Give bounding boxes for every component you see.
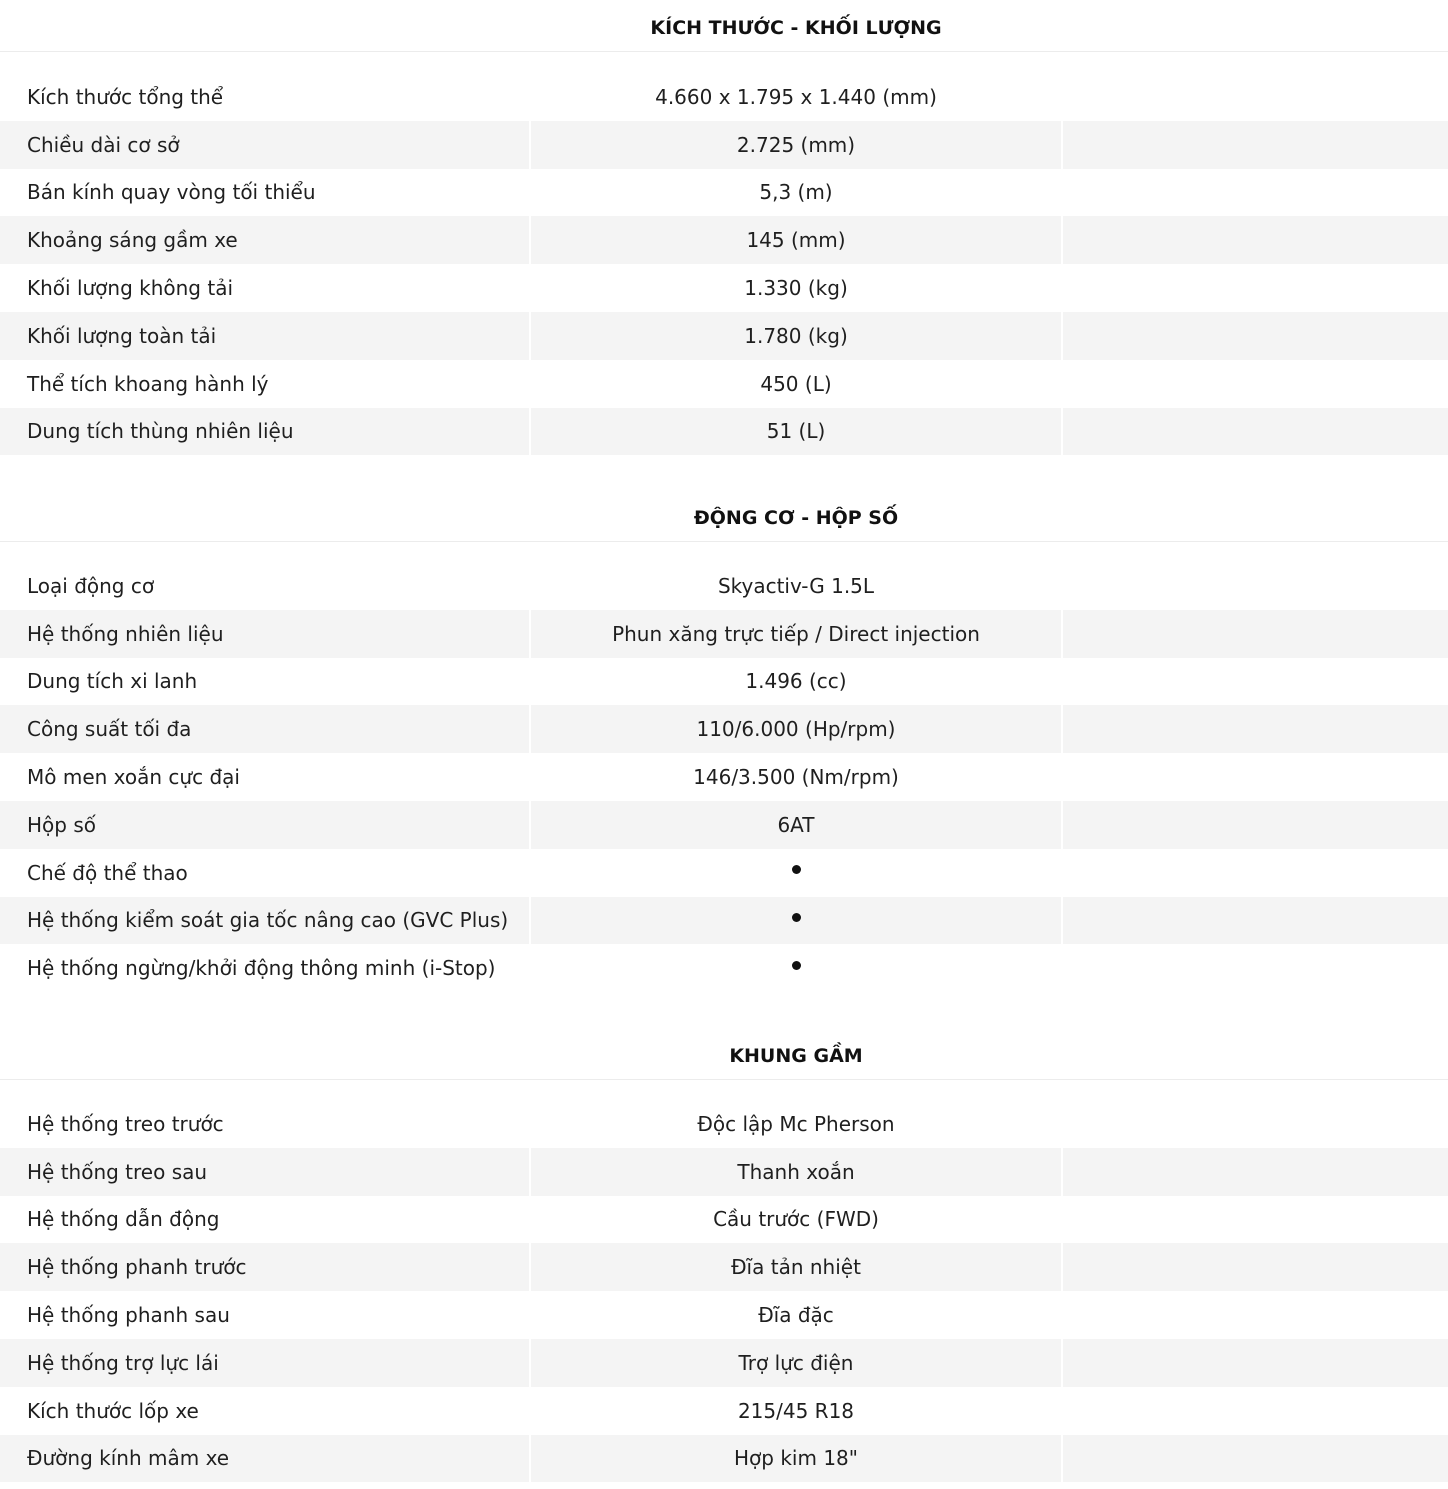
table-row (0, 73, 1448, 121)
row-value: Thanh xoắn (531, 1148, 1061, 1196)
row-empty-cell (1063, 1435, 1448, 1483)
row-label: Dung tích xi lanh (27, 669, 198, 694)
row-empty-cell (1063, 121, 1448, 169)
row-label: Hệ thống ngừng/khởi động thông minh (i-Stop) (27, 956, 496, 981)
bullet-dot-icon (792, 913, 801, 922)
row-value (531, 849, 1061, 897)
row-label: Hệ thống trợ lực lái (0, 1339, 529, 1387)
row-value: Độc lập Mc Pherson (697, 1111, 895, 1136)
row-label: Chế độ thể thao (27, 860, 188, 885)
table-row (0, 216, 1448, 264)
table-row (0, 562, 1448, 610)
spec-table (0, 1100, 1448, 1482)
row-empty-cell (1063, 610, 1448, 658)
table-row (0, 1148, 1448, 1196)
table-row (0, 1100, 1448, 1148)
row-empty-cell (1063, 312, 1448, 360)
row-label: Mô men xoắn cực đại (27, 765, 240, 790)
row-label: Hệ thống nhiên liệu (0, 610, 529, 658)
row-empty-cell (1063, 408, 1448, 456)
row-empty-cell (1063, 169, 1448, 217)
row-label: Dung tích thùng nhiên liệu (0, 408, 529, 456)
row-empty-cell (1063, 753, 1448, 801)
section-title: ĐỘNG CƠ - HỘP SỐ (693, 507, 899, 529)
row-value: 5,3 (m) (759, 180, 833, 205)
row-label: Khối lượng toàn tải (0, 312, 529, 360)
row-empty-cell (1063, 1291, 1448, 1339)
row-label: Kích thước lốp xe (27, 1398, 199, 1423)
row-label: Hệ thống treo sau (0, 1148, 529, 1196)
row-empty-cell (1063, 1100, 1448, 1148)
row-value: Cầu trước (FWD) (713, 1207, 879, 1232)
row-value: Phun xăng trực tiếp / Direct injection (531, 610, 1061, 658)
table-row (0, 169, 1448, 217)
row-empty-cell (1063, 216, 1448, 264)
row-value: 1.496 (cc) (745, 669, 847, 694)
row-empty-cell (1063, 360, 1448, 408)
row-value: 1.330 (kg) (744, 276, 848, 301)
row-label: Khối lượng không tải (27, 276, 234, 301)
table-row (0, 658, 1448, 706)
row-empty-cell (1063, 897, 1448, 945)
row-label: Công suất tối đa (0, 705, 529, 753)
row-label: Chiều dài cơ sở (0, 121, 529, 169)
row-value: 215/45 R18 (737, 1398, 855, 1423)
row-value: Đĩa tản nhiệt (531, 1243, 1061, 1291)
table-row (0, 360, 1448, 408)
row-value (531, 944, 1061, 992)
row-value: 6AT (531, 801, 1061, 849)
row-value: 51 (L) (531, 408, 1061, 456)
row-label: Hộp số (0, 801, 529, 849)
row-value: 2.725 (mm) (531, 121, 1061, 169)
table-row (0, 408, 1448, 456)
table-row (0, 1243, 1448, 1291)
table-row (0, 897, 1448, 945)
row-value: 4.660 x 1.795 x 1.440 (mm) (655, 84, 937, 109)
row-value: 145 (mm) (531, 216, 1061, 264)
section-header (0, 1028, 1448, 1080)
section-title: KÍCH THƯỚC - KHỐI LƯỢNG (650, 17, 942, 39)
table-row (0, 944, 1448, 992)
row-empty-cell (1063, 73, 1448, 121)
row-value: Hợp kim 18" (531, 1435, 1061, 1483)
row-value: 1.780 (kg) (531, 312, 1061, 360)
row-label: Đường kính mâm xe (0, 1435, 529, 1483)
row-label: Hệ thống kiểm soát gia tốc nâng cao (GVC Plus) (0, 897, 529, 945)
row-label: Hệ thống treo trước (27, 1111, 224, 1136)
row-value: Đĩa đặc (758, 1303, 834, 1328)
section-engine-transmission (0, 490, 1448, 992)
row-empty-cell (1063, 1148, 1448, 1196)
bullet-dot-icon (792, 865, 801, 874)
section-dimensions (0, 0, 1448, 455)
spec-table (0, 562, 1448, 992)
bullet-dot-icon (792, 961, 801, 970)
row-label: Bán kính quay vòng tối thiểu (27, 180, 316, 205)
row-empty-cell (1063, 849, 1448, 897)
table-row (0, 1387, 1448, 1435)
row-empty-cell (1063, 562, 1448, 610)
table-row (0, 705, 1448, 753)
section-chassis (0, 1028, 1448, 1482)
table-row (0, 1291, 1448, 1339)
row-empty-cell (1063, 801, 1448, 849)
row-label: Hệ thống dẫn động (27, 1207, 220, 1232)
row-label: Thể tích khoang hành lý (27, 371, 269, 396)
row-label: Hệ thống phanh sau (27, 1303, 230, 1328)
row-empty-cell (1063, 705, 1448, 753)
row-label: Hệ thống phanh trước (0, 1243, 529, 1291)
row-empty-cell (1063, 264, 1448, 312)
section-header (0, 0, 1448, 52)
row-value: 110/6.000 (Hp/rpm) (531, 705, 1061, 753)
section-title: KHUNG GẦM (729, 1045, 863, 1067)
table-row (0, 1435, 1448, 1483)
table-row (0, 610, 1448, 658)
row-label: Kích thước tổng thể (27, 84, 224, 109)
row-empty-cell (1063, 1196, 1448, 1244)
table-row (0, 264, 1448, 312)
row-empty-cell (1063, 658, 1448, 706)
row-empty-cell (1063, 944, 1448, 992)
row-empty-cell (1063, 1243, 1448, 1291)
table-row (0, 121, 1448, 169)
row-value: Trợ lực điện (531, 1339, 1061, 1387)
row-label: Loại động cơ (27, 573, 155, 598)
row-empty-cell (1063, 1387, 1448, 1435)
spec-table (0, 73, 1448, 455)
row-value: 450 (L) (760, 371, 832, 396)
row-label: Khoảng sáng gầm xe (0, 216, 529, 264)
table-row (0, 1196, 1448, 1244)
section-header (0, 490, 1448, 542)
row-value (531, 897, 1061, 945)
row-value: 146/3.500 (Nm/rpm) (693, 765, 899, 790)
row-empty-cell (1063, 1339, 1448, 1387)
table-row (0, 1339, 1448, 1387)
row-value: Skyactiv-G 1.5L (717, 573, 875, 598)
table-row (0, 849, 1448, 897)
table-row (0, 753, 1448, 801)
table-row (0, 801, 1448, 849)
table-row (0, 312, 1448, 360)
